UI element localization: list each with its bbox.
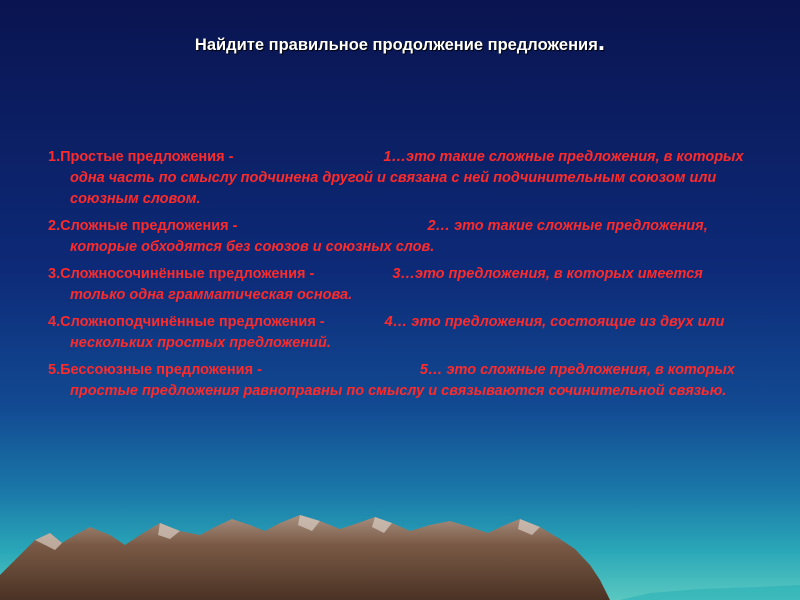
slide-title-text: Найдите правильное продолжение предложения — [194, 36, 598, 54]
item-term: 4.Сложноподчинённые предложения - — [48, 314, 325, 330]
list-item — [48, 216, 748, 258]
mountains-illustration — [0, 505, 800, 600]
item-term: 1.Простые предложения - — [48, 149, 234, 165]
item-definition: 3…это предложения, в которых имеется только одна грамматическая основа. — [70, 266, 703, 303]
item-definition: 1…это такие сложные предложения, в которых одна часть по смыслу подчинена другой и связана с ней подчинительным союзом или союзным словом. — [70, 149, 744, 207]
item-term: 3.Сложносочинённые предложения - — [48, 266, 315, 282]
item-term: 5.Бессоюзные предложения - — [48, 362, 262, 378]
item-definition: 2… это такие сложные предложения, которые обходятся без союзов и союзных слов. — [70, 218, 708, 255]
list-item — [48, 312, 748, 354]
list-item — [48, 147, 748, 210]
item-definition: 4… это предложения, состоящие из двух или нескольких простых предложений. — [70, 314, 725, 351]
item-definition: 5… это сложные предложения, в которых простые предложения равноправны по смыслу и связываются сочинительной связью. — [70, 362, 735, 399]
items-list — [48, 147, 748, 408]
list-item — [48, 360, 748, 402]
slide-title — [0, 26, 800, 56]
slide-title-period: . — [597, 26, 606, 56]
list-item — [48, 264, 748, 306]
item-term: 2.Сложные предложения - — [48, 218, 238, 234]
